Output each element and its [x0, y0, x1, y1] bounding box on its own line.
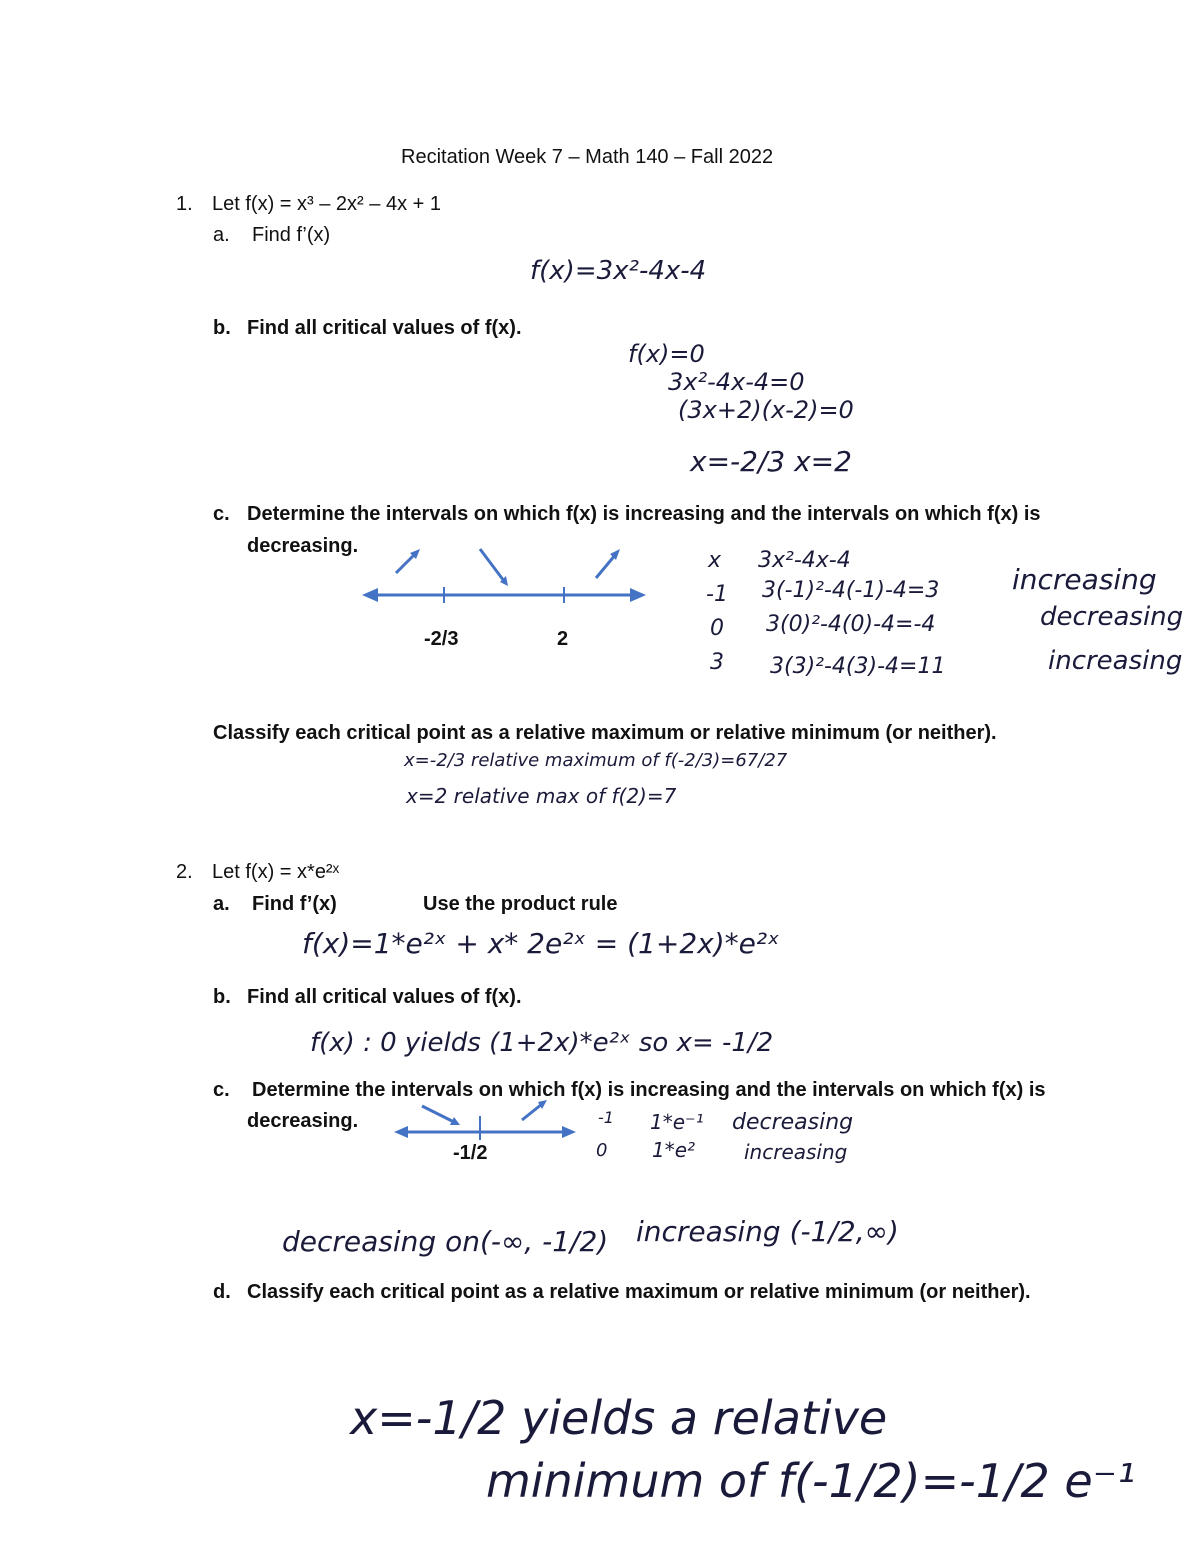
increasing-arrow-icon [596, 549, 620, 578]
problem-1c-letter: c. [213, 503, 230, 525]
tick-label-two: 2 [557, 628, 569, 650]
problem-1b-letter: b. [213, 317, 231, 339]
table-header-expr: 3x²-4x-4 [758, 548, 851, 573]
problem-1a-answer: f(x)=3x²-4x-4 [530, 256, 707, 286]
increasing-arrow-icon [396, 549, 420, 573]
problem-2d-work-line2: minimum of f(-1/2)=-1/2 e⁻¹ [486, 1454, 1136, 1508]
page-title: Recitation Week 7 – Math 140 – Fall 2022 [401, 146, 774, 168]
problem-1b-work-3: (3x+2)(x-2)=0 [678, 396, 854, 424]
table-row-calc: 1*e² [652, 1138, 696, 1162]
problem-2c-letter: c. [213, 1079, 230, 1101]
decreasing-arrow-icon [422, 1106, 460, 1125]
problem-1a-letter: a. [213, 224, 230, 246]
problem-2d-work-line1: x=-1/2 yields a relative [350, 1391, 888, 1445]
problem-2a-text: Find f’(x) [252, 893, 337, 915]
problem-2-number: 2. [176, 861, 193, 883]
problem-2-statement: Let f(x) = x*e²ˣ [212, 861, 340, 883]
problem-1b-work-1: f(x)=0 [628, 340, 705, 368]
problem-2b-work: f(x) : 0 yields (1+2x)*e²ˣ so x= -1/2 [310, 1028, 774, 1058]
tick-label-neg-one-half: -1/2 [453, 1142, 488, 1164]
table-row-result: decreasing [1040, 602, 1184, 632]
problem-2a-hint: Use the product rule [423, 893, 618, 915]
table-row-x: 3 [710, 650, 724, 675]
problem-1b-work-2: 3x²-4x-4=0 [668, 368, 805, 396]
table-header-x: x [708, 548, 722, 573]
increasing-arrow-icon [522, 1100, 547, 1120]
problem-1a-text: Find f’(x) [252, 224, 331, 246]
problem-2a-letter: a. [213, 893, 230, 915]
problem-1-classify-work-2: x=2 relative max of f(2)=7 [406, 784, 677, 808]
table-row-x: -1 [706, 582, 728, 607]
problem-1-number: 1. [176, 193, 193, 215]
table-row-result: decreasing [732, 1110, 854, 1135]
problem-1b-text: Find all critical values of f(x). [247, 317, 522, 339]
table-row-x: 0 [596, 1140, 608, 1161]
table-row-result: increasing [744, 1140, 848, 1164]
problem-2d-text: Classify each critical point as a relative maximum or relative minimum (or neither). [247, 1281, 1031, 1303]
problem-1b-work-4: x=-2/3 x=2 [690, 445, 852, 478]
table-row-result: increasing [1012, 563, 1157, 596]
problem-1-statement: Let f(x) = x³ – 2x² – 4x + 1 [212, 193, 441, 215]
problem-2b-text: Find all critical values of f(x). [247, 986, 522, 1008]
problem-2a-answer: f(x)=1*e²ˣ + x* 2e²ˣ = (1+2x)*e²ˣ [302, 927, 780, 960]
table-row-x: -1 [598, 1108, 614, 1127]
decreasing-arrow-icon [480, 549, 508, 586]
problem-1-classify-text: Classify each critical point as a relative maximum or relative minimum (or neither). [213, 722, 997, 744]
tick-label-neg-two-thirds: -2/3 [424, 628, 459, 650]
problem-2c-summary-increasing: increasing (-1/2,∞) [636, 1215, 899, 1248]
problem-2c-text-line1: Determine the intervals on which f(x) is increasing and the intervals on which f(x) is [252, 1079, 1046, 1101]
number-line-2 [390, 1098, 580, 1138]
problem-2d-letter: d. [213, 1281, 231, 1303]
table-row-calc: 3(0)²-4(0)-4=-4 [766, 612, 936, 637]
problem-1c-text-line2: decreasing. [247, 535, 359, 557]
table-row-x: 0 [710, 616, 724, 641]
table-row-calc: 3(3)²-4(3)-4=11 [770, 654, 946, 679]
problem-2b-letter: b. [213, 986, 231, 1008]
problem-1c-text-line1: Determine the intervals on which f(x) is increasing and the intervals on which f(x) is [247, 503, 1041, 525]
problem-1-classify-work-1: x=-2/3 relative maximum of f(-2/3)=67/27 [404, 750, 788, 771]
table-row-calc: 3(-1)²-4(-1)-4=3 [762, 578, 940, 603]
problem-2c-text-line2: decreasing. [247, 1110, 359, 1132]
table-row-result: increasing [1048, 646, 1183, 676]
table-row-calc: 1*e⁻¹ [650, 1110, 704, 1134]
problem-2c-summary-decreasing: decreasing on(-∞, -1/2) [282, 1225, 609, 1258]
number-line-1 [360, 540, 650, 620]
